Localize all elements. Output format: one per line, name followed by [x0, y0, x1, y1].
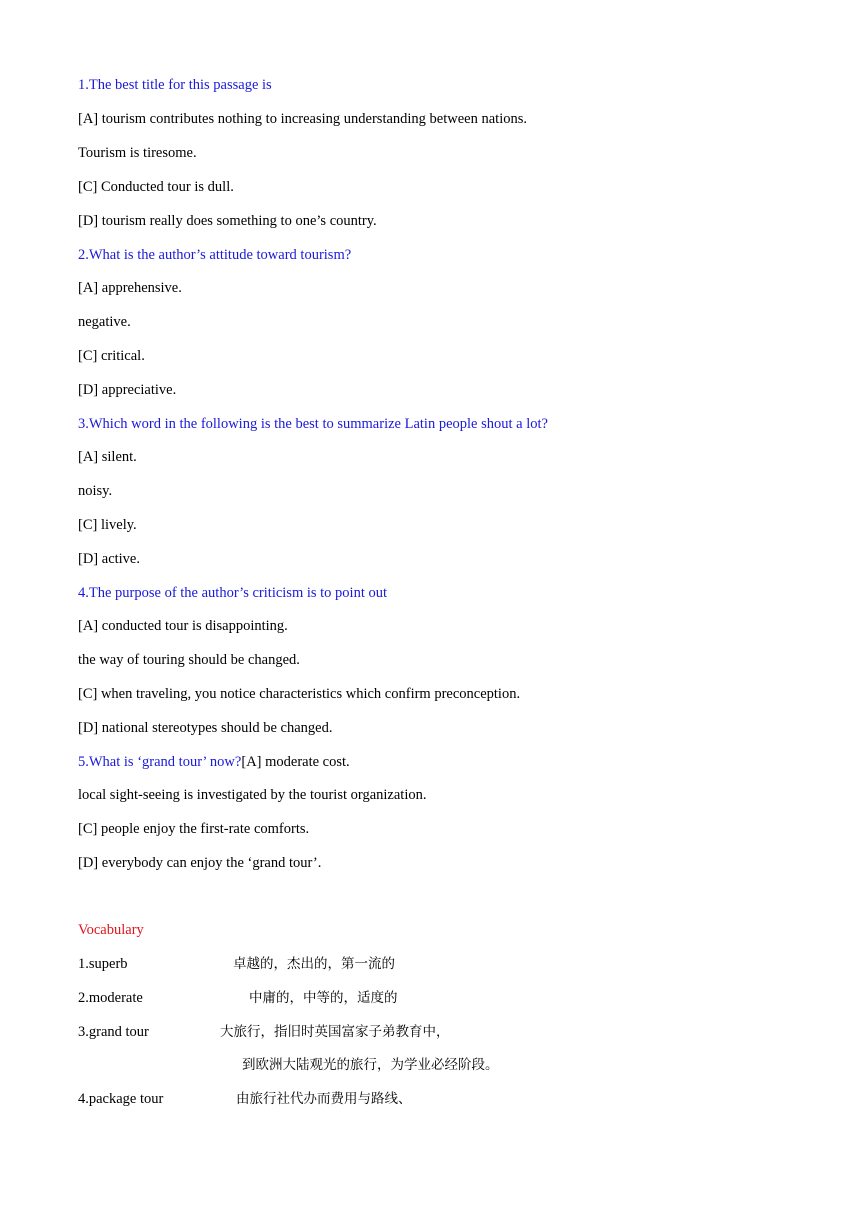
question-5-option-a: [A] moderate cost.: [241, 754, 350, 770]
question-5-option-d: [D] everybody can enjoy the ‘grand tour’.: [78, 855, 322, 871]
vocab-definition: 卓越的，杰出的，第一流的: [233, 956, 395, 972]
question-1-stem: 1.The best title for this passage is: [78, 77, 272, 93]
vocab-term: 2.moderate: [78, 990, 143, 1006]
vocab-definition: 中庸的，中等的，适度的: [249, 990, 398, 1006]
question-3-stem: 3.Which word in the following is the best to summarize Latin people shout a lot?: [78, 416, 548, 432]
question-5-option-c: [C] people enjoy the first-rate comforts.: [78, 821, 310, 837]
question-2-option-a: [A] apprehensive.: [78, 280, 182, 296]
question-1-option-b: Tourism is tiresome.: [78, 145, 197, 161]
question-2-option-c: [C] critical.: [78, 348, 145, 364]
question-4-stem: 4.The purpose of the author’s criticism is to point out: [78, 585, 388, 601]
question-3-option-c: [C] lively.: [78, 517, 137, 533]
question-2-stem: 2.What is the author’s attitude toward tourism?: [78, 247, 352, 263]
question-5-line: [78, 752, 350, 772]
question-4-option-b: the way of touring should be changed.: [78, 652, 300, 668]
vocab-definition: 大旅行，指旧时英国富家子弟教育中，: [220, 1024, 450, 1040]
vocab-definition-continued: 到欧洲大陆观光的旅行，为学业必经阶段。: [242, 1057, 499, 1073]
question-4-option-d: [D] national stereotypes should be changed.: [78, 720, 333, 736]
question-3-option-b: noisy.: [78, 483, 113, 499]
question-2-option-d: [D] appreciative.: [78, 382, 177, 398]
vocabulary-heading: Vocabulary: [78, 922, 144, 938]
question-3-option-d: [D] active.: [78, 551, 140, 567]
question-4-option-a: [A] conducted tour is disappointing.: [78, 618, 288, 634]
vocab-definition: 由旅行社代办而费用与路线、: [236, 1091, 412, 1107]
vocab-term: 3.grand tour: [78, 1024, 149, 1040]
question-4-option-c: [C] when traveling, you notice characteristics which confirm preconception.: [78, 686, 521, 702]
question-5-stem: 5.What is ‘grand tour’ now?: [78, 754, 242, 770]
vocab-term: 4.package tour: [78, 1091, 164, 1107]
question-1-option-a: [A] tourism contributes nothing to increasing understanding between nations.: [78, 111, 528, 127]
question-2-option-b: negative.: [78, 314, 131, 330]
question-1-option-c: [C] Conducted tour is dull.: [78, 179, 234, 195]
question-1-option-d: [D] tourism really does something to one’s country.: [78, 213, 377, 229]
question-5-option-b: local sight-seeing is investigated by the tourist organization.: [78, 787, 427, 803]
question-3-option-a: [A] silent.: [78, 449, 137, 465]
vocab-term: 1.superb: [78, 956, 128, 972]
